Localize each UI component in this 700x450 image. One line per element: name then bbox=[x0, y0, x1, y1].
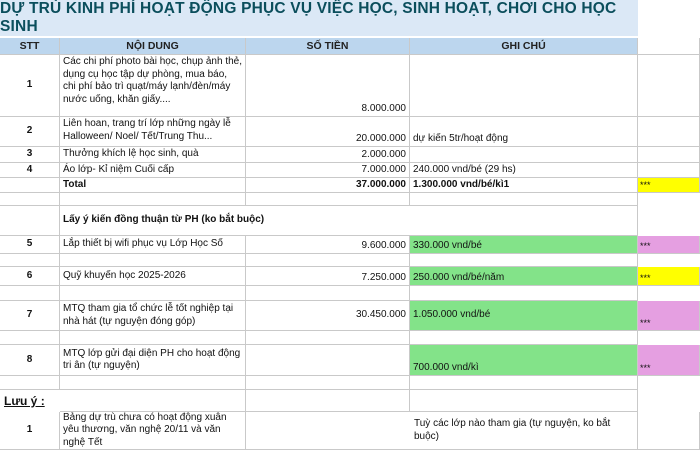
blank-cell[interactable] bbox=[0, 286, 60, 301]
blank-cell[interactable] bbox=[60, 254, 246, 267]
row-6-mark[interactable]: *** bbox=[638, 267, 700, 286]
blank-cell[interactable] bbox=[60, 193, 246, 206]
row-7-mark[interactable]: *** bbox=[638, 301, 700, 331]
total-note[interactable]: 1.300.000 vnd/bé/kì1 bbox=[410, 178, 638, 193]
row-8-mark[interactable]: *** bbox=[638, 345, 700, 376]
row-7-content[interactable]: MTQ tham gia tổ chức lễ tốt nghiệp tại nhà hát (tự nguyện đóng góp) bbox=[60, 301, 246, 331]
section-note[interactable] bbox=[410, 206, 638, 236]
note-row-1-stt[interactable]: 1 bbox=[0, 412, 60, 450]
row-4-amount[interactable]: 7.000.000 bbox=[246, 163, 410, 178]
header-stt[interactable]: STT bbox=[0, 38, 60, 55]
note-label: Lưu ý : bbox=[4, 394, 45, 408]
blank-cell[interactable] bbox=[410, 331, 638, 345]
note-row-1-content[interactable]: Bảng dự trù chưa có hoạt động xuân yêu thương, văn nghệ 20/11 và văn nghệ Tết bbox=[60, 412, 246, 450]
blank-cell[interactable] bbox=[0, 254, 60, 267]
row-3-note[interactable] bbox=[410, 147, 638, 163]
row-2-stt[interactable]: 2 bbox=[0, 117, 60, 147]
blank-cell[interactable] bbox=[410, 286, 638, 301]
blank-cell[interactable] bbox=[246, 286, 410, 301]
blank-cell[interactable] bbox=[60, 376, 246, 390]
row-6-note[interactable]: 250.000 vnd/bé/năm bbox=[410, 267, 638, 286]
blank-cell[interactable] bbox=[410, 254, 638, 267]
total-stt[interactable] bbox=[0, 178, 60, 193]
blank-cell[interactable] bbox=[246, 376, 410, 390]
note-row-1-extra[interactable] bbox=[638, 412, 700, 450]
blank-cell[interactable] bbox=[410, 193, 638, 206]
header-content[interactable]: NỘI DUNG bbox=[60, 38, 246, 55]
row-7-stt[interactable]: 7 bbox=[0, 301, 60, 331]
row-5-stt[interactable]: 5 bbox=[0, 236, 60, 254]
section-title[interactable]: Lấy ý kiến đồng thuận từ PH (ko bắt buộc) bbox=[60, 206, 410, 236]
total-mark[interactable]: *** bbox=[638, 178, 700, 193]
blank-cell[interactable] bbox=[60, 286, 246, 301]
row-3-amount[interactable]: 2.000.000 bbox=[246, 147, 410, 163]
total-label[interactable]: Total bbox=[60, 178, 246, 193]
row-6-content[interactable]: Quỹ khuyến học 2025-2026 bbox=[60, 267, 246, 286]
row-2-content[interactable]: Liên hoan, trang trí lớp những ngày lễ Halloween/ Noel/ Tết/Trung Thu... bbox=[60, 117, 246, 147]
header-amount[interactable]: SỐ TIỀN bbox=[246, 38, 410, 55]
total-amount[interactable]: 37.000.000 bbox=[246, 178, 410, 193]
row-3-content[interactable]: Thưởng khích lệ học sinh, quà bbox=[60, 147, 246, 163]
row-2-extra[interactable] bbox=[638, 117, 700, 147]
blank-cell[interactable] bbox=[60, 390, 246, 412]
row-8-stt[interactable]: 8 bbox=[0, 345, 60, 376]
sheet-title: DỰ TRÙ KINH PHÍ HOẠT ĐỘNG PHỤC VỤ VIỆC HỌC, SINH HOẠT, CHƠI CHO HỌC SINH bbox=[0, 0, 638, 36]
blank-cell[interactable] bbox=[246, 331, 410, 345]
row-6-stt[interactable]: 6 bbox=[0, 267, 60, 286]
header-extra[interactable] bbox=[638, 38, 700, 55]
row-1-extra[interactable] bbox=[638, 55, 700, 117]
row-8-content[interactable]: MTQ lớp gửi đại diện PH cho hoạt động tri ân (tự nguyện) bbox=[60, 345, 246, 376]
row-1-content[interactable]: Các chi phí photo bài học, chụp ảnh thẻ, dụng cụ học tập dự phòng, mua báo, chi phí bảo trì quạt/máy lạnh/đèn/máy nước uống, khăn giấy.... bbox=[60, 55, 246, 117]
row-7-note[interactable]: 1.050.000 vnd/bé bbox=[410, 301, 638, 331]
section-stt[interactable] bbox=[0, 206, 60, 236]
row-4-content[interactable]: Áo lớp- Kỉ niệm Cuối cấp bbox=[60, 163, 246, 178]
note-row-1-note[interactable]: Tuỳ các lớp nào tham gia (tự nguyện, ko bắt buộc) bbox=[246, 412, 638, 450]
row-4-extra[interactable] bbox=[638, 163, 700, 178]
blank-cell[interactable] bbox=[410, 390, 638, 412]
blank-cell[interactable] bbox=[0, 193, 60, 206]
blank-cell[interactable] bbox=[246, 390, 410, 412]
row-8-amount[interactable] bbox=[246, 345, 410, 376]
row-2-amount[interactable]: 20.000.000 bbox=[246, 117, 410, 147]
row-3-extra[interactable] bbox=[638, 147, 700, 163]
row-5-mark[interactable]: *** bbox=[638, 236, 700, 254]
row-1-note[interactable] bbox=[410, 55, 638, 117]
blank-cell[interactable] bbox=[246, 193, 410, 206]
blank-cell[interactable] bbox=[60, 331, 246, 345]
blank-cell[interactable] bbox=[0, 376, 60, 390]
row-8-note[interactable]: 700.000 vnd/kì bbox=[410, 345, 638, 376]
blank-cell[interactable] bbox=[246, 254, 410, 267]
header-note[interactable]: GHI CHÚ bbox=[410, 38, 638, 55]
row-4-stt[interactable]: 4 bbox=[0, 163, 60, 178]
row-2-note[interactable]: dự kiến 5tr/hoạt động bbox=[410, 117, 638, 147]
row-5-note[interactable]: 330.000 vnd/bé bbox=[410, 236, 638, 254]
blank-cell[interactable] bbox=[410, 376, 638, 390]
row-5-amount[interactable]: 9.600.000 bbox=[246, 236, 410, 254]
row-3-stt[interactable]: 3 bbox=[0, 147, 60, 163]
row-4-note[interactable]: 240.000 vnd/bé (29 hs) bbox=[410, 163, 638, 178]
row-1-amount[interactable]: 8.000.000 bbox=[246, 55, 410, 117]
row-7-amount[interactable]: 30.450.000 bbox=[246, 301, 410, 331]
row-5-content[interactable]: Lắp thiết bị wifi phục vụ Lớp Học Số bbox=[60, 236, 246, 254]
row-6-amount[interactable]: 7.250.000 bbox=[246, 267, 410, 286]
row-1-stt[interactable]: 1 bbox=[0, 55, 60, 117]
blank-cell[interactable] bbox=[0, 331, 60, 345]
